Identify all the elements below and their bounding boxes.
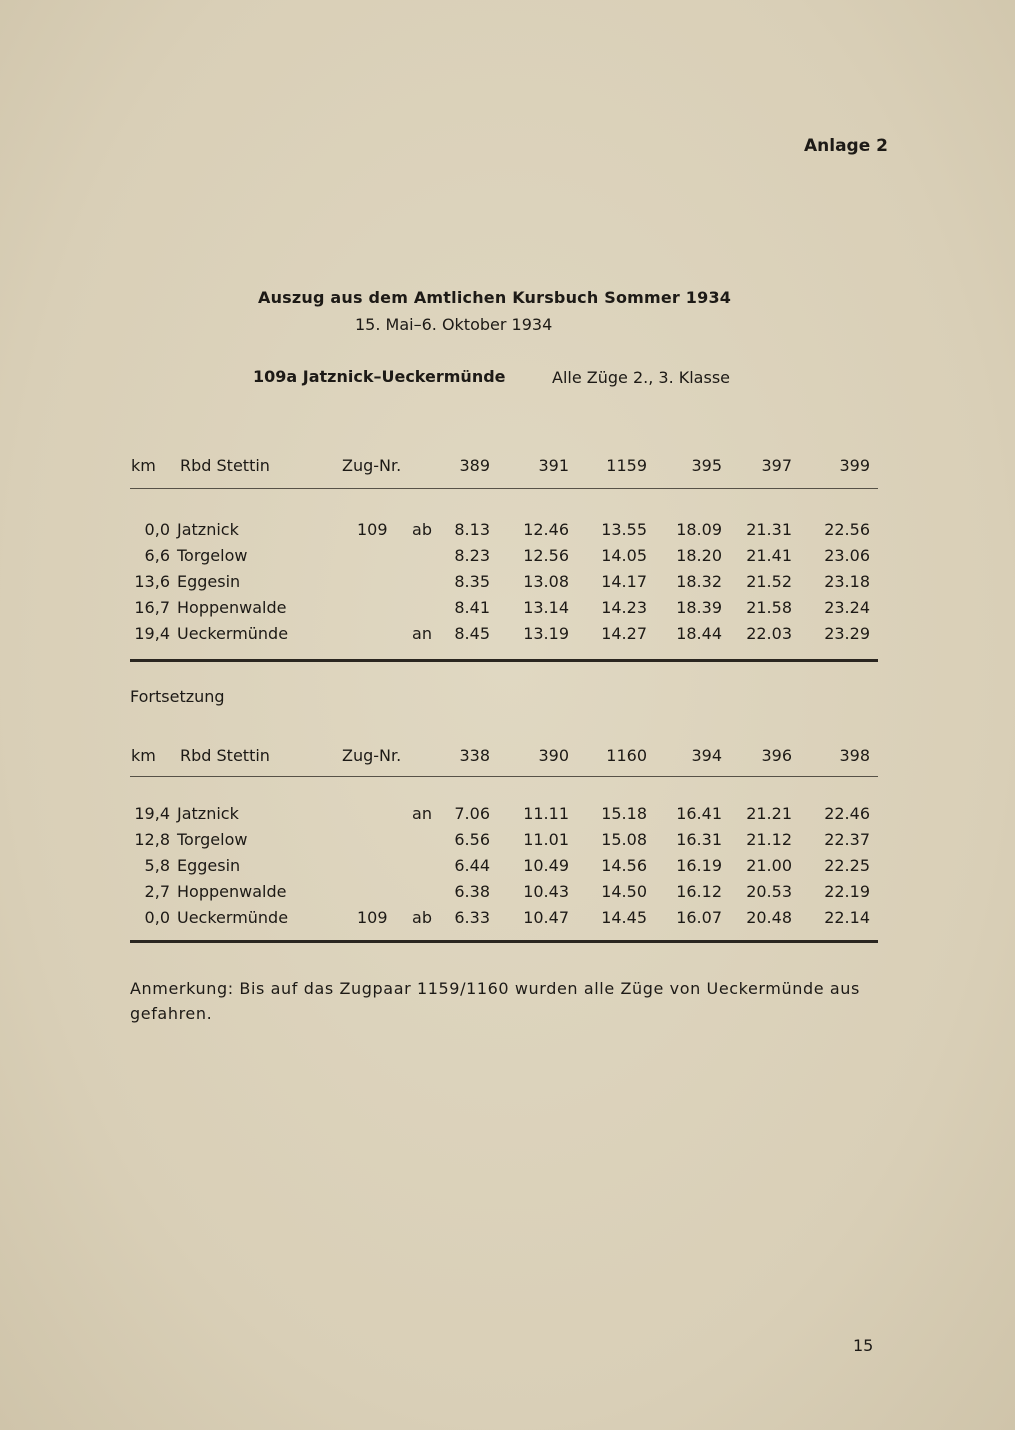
annex-label: Anlage 2 (804, 136, 889, 156)
time-cell: 21.58 (746, 598, 792, 617)
time-cell: 10.49 (523, 856, 569, 875)
footnote: Anmerkung: Bis auf das Zugpaar 1159/1160 wurden alle Züge von Ueckermünde aus gefahren. (130, 979, 860, 1023)
station-name: Hoppenwalde (177, 598, 287, 617)
km-cell: 5,8 (144, 856, 170, 875)
table-end-rule (130, 940, 878, 943)
station-name: Ueckermünde (177, 908, 289, 927)
km-cell: 0,0 (144, 908, 170, 927)
time-cell: 22.03 (746, 624, 792, 643)
time-cell: 7.06 (454, 804, 490, 823)
station-name: Eggesin (177, 572, 241, 591)
column-header-zug-nr: Zug-Nr. (342, 746, 402, 765)
train-number-header: 399 (839, 456, 870, 475)
document-title: Auszug aus dem Amtlichen Kursbuch Sommer 1934 (258, 288, 732, 307)
time-cell: 8.13 (454, 520, 490, 539)
time-cell: 16.19 (676, 856, 722, 875)
page-number: 15 (853, 1336, 874, 1355)
train-number-header: 394 (691, 746, 722, 765)
time-cell: 18.39 (676, 598, 722, 617)
time-cell: 6.38 (454, 882, 490, 901)
time-cell: 8.45 (454, 624, 490, 643)
time-cell: 18.44 (676, 624, 722, 643)
time-cell: 14.56 (601, 856, 647, 875)
route-title: 109a Jatznick–Ueckermünde (253, 367, 506, 386)
time-cell: 14.45 (601, 908, 647, 927)
time-cell: 16.12 (676, 882, 722, 901)
time-cell: 6.44 (454, 856, 490, 875)
time-cell: 8.35 (454, 572, 490, 591)
km-cell: 16,7 (134, 598, 170, 617)
train-number-header: 338 (459, 746, 490, 765)
reference-cell: 109 (357, 520, 388, 539)
time-cell: 16.31 (676, 830, 722, 849)
km-cell: 12,8 (134, 830, 170, 849)
date-range: 15. Mai–6. Oktober 1934 (355, 315, 553, 334)
time-cell: 20.48 (746, 908, 792, 927)
time-cell: 23.06 (824, 546, 870, 565)
time-cell: 23.24 (824, 598, 870, 617)
time-cell: 16.41 (676, 804, 722, 823)
train-number-header: 397 (761, 456, 792, 475)
reference-cell: 109 (357, 908, 388, 927)
time-cell: 8.23 (454, 546, 490, 565)
time-cell: 22.56 (824, 520, 870, 539)
time-cell: 6.56 (454, 830, 490, 849)
station-name: Hoppenwalde (177, 882, 287, 901)
column-header-zug-nr: Zug-Nr. (342, 456, 402, 475)
time-cell: 14.17 (601, 572, 647, 591)
time-cell: 21.00 (746, 856, 792, 875)
time-cell: 21.21 (746, 804, 792, 823)
column-header-km: km (131, 746, 156, 765)
train-number-header: 1160 (606, 746, 647, 765)
time-cell: 15.18 (601, 804, 647, 823)
time-cell: 22.25 (824, 856, 870, 875)
train-number-header: 395 (691, 456, 722, 475)
time-cell: 14.50 (601, 882, 647, 901)
time-cell: 20.53 (746, 882, 792, 901)
time-cell: 12.46 (523, 520, 569, 539)
time-cell: 18.32 (676, 572, 722, 591)
time-cell: 13.08 (523, 572, 569, 591)
column-header-km: km (131, 456, 156, 475)
time-cell: 10.47 (523, 908, 569, 927)
time-cell: 15.08 (601, 830, 647, 849)
time-cell: 21.31 (746, 520, 792, 539)
time-cell: 10.43 (523, 882, 569, 901)
station-name: Eggesin (177, 856, 241, 875)
time-cell: 6.33 (454, 908, 490, 927)
train-number-header: 1159 (606, 456, 647, 475)
time-cell: 23.29 (824, 624, 870, 643)
train-number-header: 389 (459, 456, 490, 475)
header-divider (130, 488, 878, 489)
time-cell: 21.41 (746, 546, 792, 565)
km-cell: 19,4 (134, 804, 170, 823)
time-cell: 13.19 (523, 624, 569, 643)
time-cell: 11.01 (523, 830, 569, 849)
time-cell: 13.14 (523, 598, 569, 617)
arrival-departure-mark: ab (412, 908, 432, 927)
classes-note: Alle Züge 2., 3. Klasse (552, 368, 730, 387)
station-name: Jatznick (177, 804, 239, 823)
train-number-header: 390 (538, 746, 569, 765)
station-name: Torgelow (177, 830, 248, 849)
station-name: Jatznick (177, 520, 239, 539)
station-name: Torgelow (177, 546, 248, 565)
time-cell: 11.11 (523, 804, 569, 823)
time-cell: 22.37 (824, 830, 870, 849)
time-cell: 8.41 (454, 598, 490, 617)
train-number-header: 398 (839, 746, 870, 765)
arrival-departure-mark: an (412, 804, 432, 823)
time-cell: 14.27 (601, 624, 647, 643)
train-number-header: 391 (538, 456, 569, 475)
arrival-departure-mark: an (412, 624, 432, 643)
km-cell: 19,4 (134, 624, 170, 643)
time-cell: 16.07 (676, 908, 722, 927)
km-cell: 13,6 (134, 572, 170, 591)
continuation-label: Fortsetzung (130, 687, 225, 706)
column-header-rbd: Rbd Stettin (180, 746, 270, 765)
table-end-rule (130, 659, 878, 662)
time-cell: 22.19 (824, 882, 870, 901)
arrival-departure-mark: ab (412, 520, 432, 539)
column-header-rbd: Rbd Stettin (180, 456, 270, 475)
time-cell: 18.09 (676, 520, 722, 539)
km-cell: 2,7 (144, 882, 170, 901)
time-cell: 14.05 (601, 546, 647, 565)
time-cell: 23.18 (824, 572, 870, 591)
train-number-header: 396 (761, 746, 792, 765)
time-cell: 13.55 (601, 520, 647, 539)
header-divider (130, 776, 878, 777)
time-cell: 21.52 (746, 572, 792, 591)
time-cell: 22.46 (824, 804, 870, 823)
time-cell: 14.23 (601, 598, 647, 617)
station-name: Ueckermünde (177, 624, 289, 643)
km-cell: 6,6 (144, 546, 170, 565)
time-cell: 21.12 (746, 830, 792, 849)
time-cell: 12.56 (523, 546, 569, 565)
time-cell: 18.20 (676, 546, 722, 565)
time-cell: 22.14 (824, 908, 870, 927)
km-cell: 0,0 (144, 520, 170, 539)
